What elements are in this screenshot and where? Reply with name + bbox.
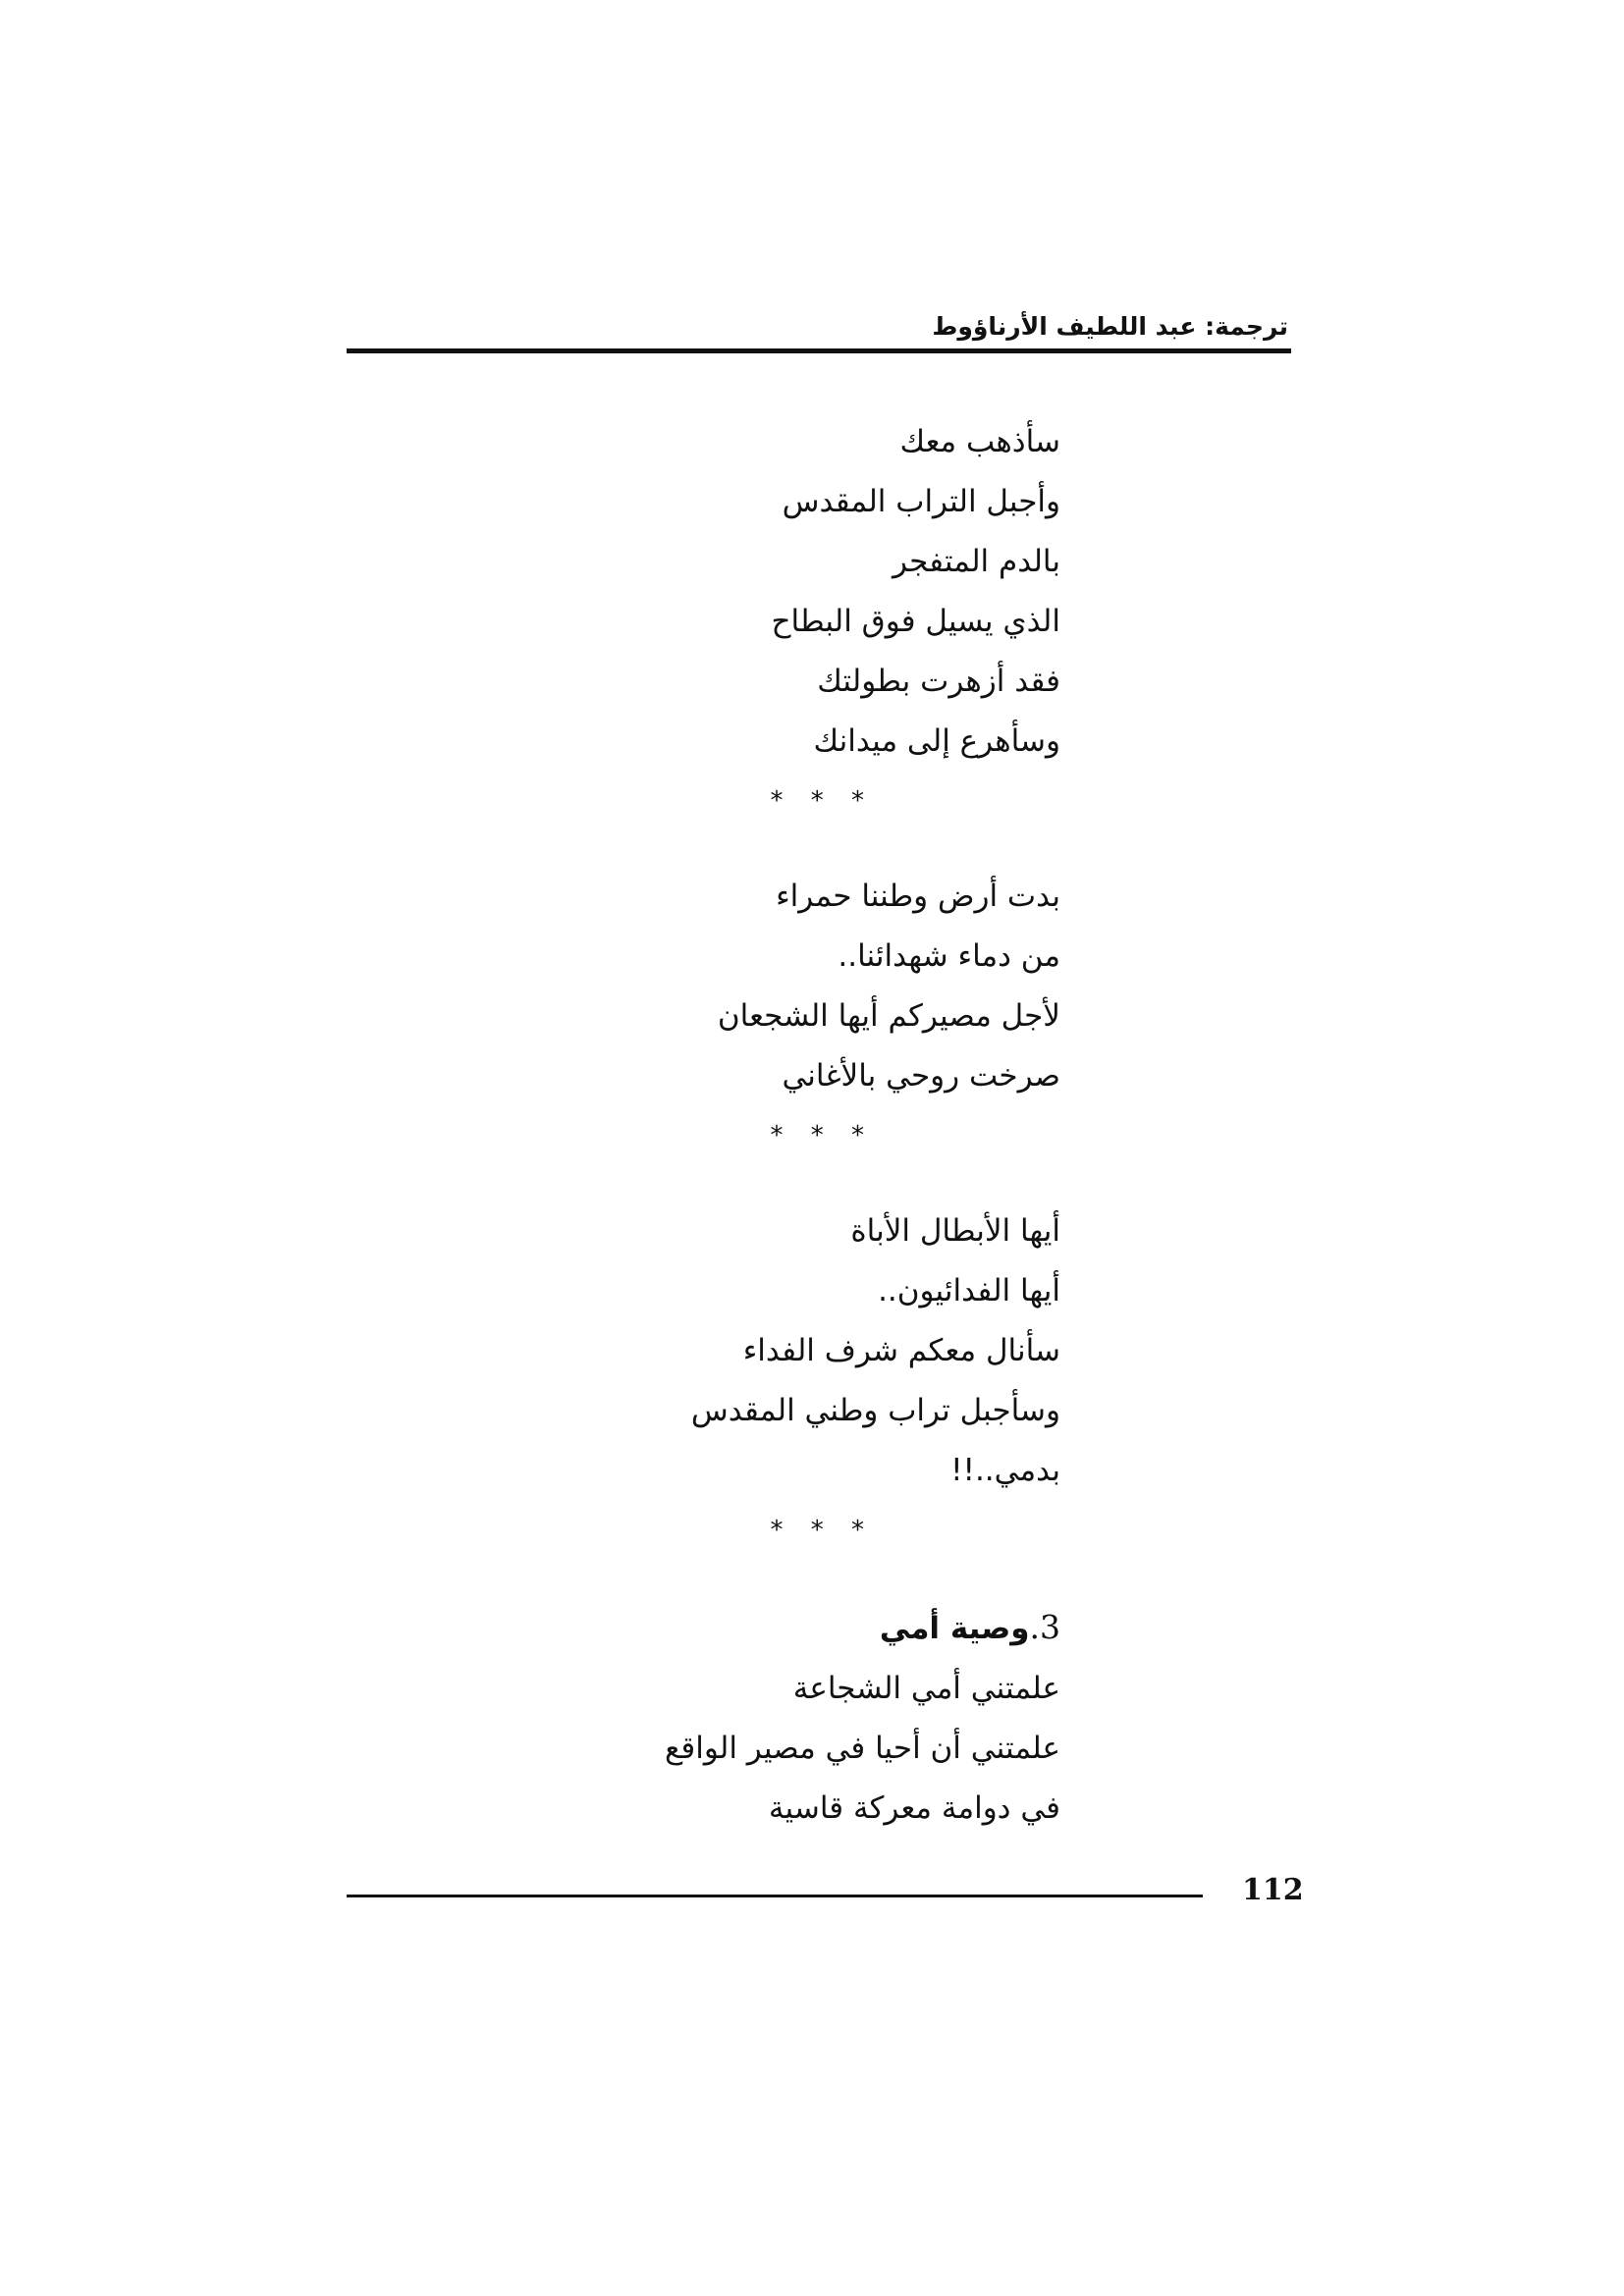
verse-line: وسأهرع إلى ميدانك: [813, 723, 1060, 759]
verse-line: أيها الفدائيون..: [878, 1273, 1060, 1308]
stanza-2: [665, 867, 1060, 1166]
verse-line: بدت أرض وطننا حمراء: [776, 879, 1060, 914]
verse-line: وأجبل التراب المقدس: [782, 484, 1060, 519]
header-title: ترجمة: عبد اللطيف الأرناؤوط: [932, 312, 1288, 341]
header-rule: [347, 348, 1291, 353]
verse-line: بدمي..!!: [950, 1453, 1060, 1488]
stanza-1: [665, 412, 1060, 831]
verse-line: بالدم المتفجر: [893, 544, 1060, 579]
verse-line: فقد أزهرت بطولتك: [817, 664, 1060, 699]
verse-line: لأجل مصيركم أيها الشجعان: [717, 998, 1060, 1034]
stanza-separator: * * *: [770, 786, 874, 816]
footer-rule: [347, 1895, 1203, 1897]
verse-line: سأنال معكم شرف الفداء: [742, 1333, 1060, 1368]
verse-line: علمتني أن أحيا في مصير الواقع: [664, 1731, 1060, 1766]
section-mothers-advice: [665, 1596, 1060, 1839]
verse-line: في دوامة معركة قاسية: [768, 1790, 1060, 1826]
verse-line: من دماء شهدائنا..: [838, 938, 1060, 974]
verse-line: سأذهب معك: [899, 424, 1060, 459]
verse-line: علمتني أمي الشجاعة: [792, 1671, 1060, 1706]
section-number: 3.: [1029, 1608, 1060, 1646]
page-number: 112: [1242, 1873, 1304, 1907]
section-title: وصية أمي: [879, 1611, 1030, 1646]
section-heading: [665, 1596, 1060, 1659]
stanza-separator: * * *: [770, 1516, 874, 1545]
verse-line: وسأجبل تراب وطني المقدس: [690, 1393, 1060, 1428]
stanza-separator: * * *: [770, 1121, 874, 1150]
stanza-3: [665, 1201, 1060, 1561]
section-gap: [665, 1561, 1060, 1596]
verse-line: الذي يسيل فوق البطاح: [771, 604, 1060, 639]
verse-line: صرخت روحي بالأغاني: [782, 1058, 1060, 1094]
poem-body: [665, 412, 1060, 1839]
stanza-gap: [665, 831, 1060, 867]
verse-line: أيها الأبطال الأباة: [850, 1213, 1060, 1249]
stanza-gap: [665, 1166, 1060, 1201]
